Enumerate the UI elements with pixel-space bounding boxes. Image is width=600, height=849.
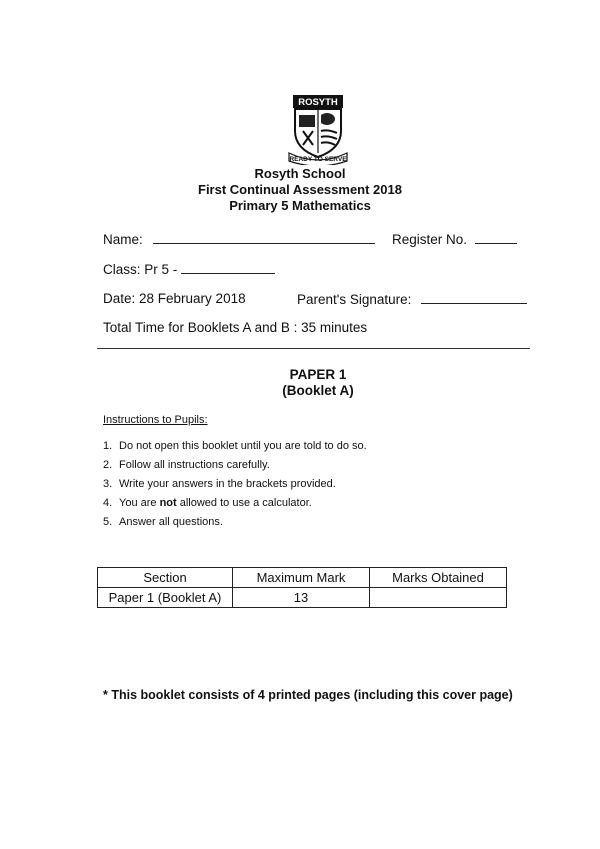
name-label: Name: xyxy=(103,232,143,247)
register-label: Register No. xyxy=(392,232,468,247)
register-line[interactable] xyxy=(475,231,517,244)
assessment-title: First Continual Assessment 2018 xyxy=(198,182,402,197)
signature-line[interactable] xyxy=(421,291,527,304)
instruction-item: 3. Write your answers in the brackets provided. xyxy=(103,478,336,490)
instruction-item: 5. Answer all questions. xyxy=(103,516,223,528)
school-crest-logo xyxy=(287,93,349,165)
booklet-title: (Booklet A) xyxy=(282,383,354,398)
instructions-title: Instructions to Pupils: xyxy=(103,414,208,426)
cell-marks-obtained[interactable] xyxy=(370,588,507,608)
total-time: Total Time for Booklets A and B : 35 minutes xyxy=(103,320,368,335)
divider xyxy=(97,348,530,349)
instruction-item: 1. Do not open this booklet until you are told to do so. xyxy=(103,440,367,452)
cell-section: Paper 1 (Booklet A) xyxy=(98,588,233,608)
subject-title: Primary 5 Mathematics xyxy=(229,198,371,213)
table-header-row xyxy=(98,568,507,588)
cell-maximum-mark: 13 xyxy=(233,588,370,608)
header-section: Section xyxy=(98,568,233,588)
name-line[interactable] xyxy=(153,231,375,244)
header-marks-obtained: Marks Obtained xyxy=(370,568,507,588)
register-field[interactable] xyxy=(392,231,517,247)
instruction-item: 2. Follow all instructions carefully. xyxy=(103,459,270,471)
instruction-item: 4. You are not allowed to use a calculator. xyxy=(103,497,312,509)
svg-text:READY TO SERVE: READY TO SERVE xyxy=(289,156,347,163)
table-row xyxy=(98,588,507,608)
date-text: Date: 28 February 2018 xyxy=(103,291,246,306)
class-label: Class: Pr 5 - xyxy=(103,262,178,277)
svg-text:ROSYTH: ROSYTH xyxy=(298,97,338,108)
header-maximum-mark: Maximum Mark xyxy=(233,568,370,588)
signature-field[interactable] xyxy=(297,291,527,307)
school-name: Rosyth School xyxy=(254,166,346,181)
name-field[interactable] xyxy=(103,231,375,247)
footnote: * This booklet consists of 4 printed pages (including this cover page) xyxy=(103,688,513,702)
paper-title: PAPER 1 xyxy=(289,367,347,382)
marks-table xyxy=(97,567,507,608)
class-field[interactable] xyxy=(103,261,275,277)
signature-label: Parent's Signature: xyxy=(297,292,412,307)
class-line[interactable] xyxy=(181,261,275,274)
